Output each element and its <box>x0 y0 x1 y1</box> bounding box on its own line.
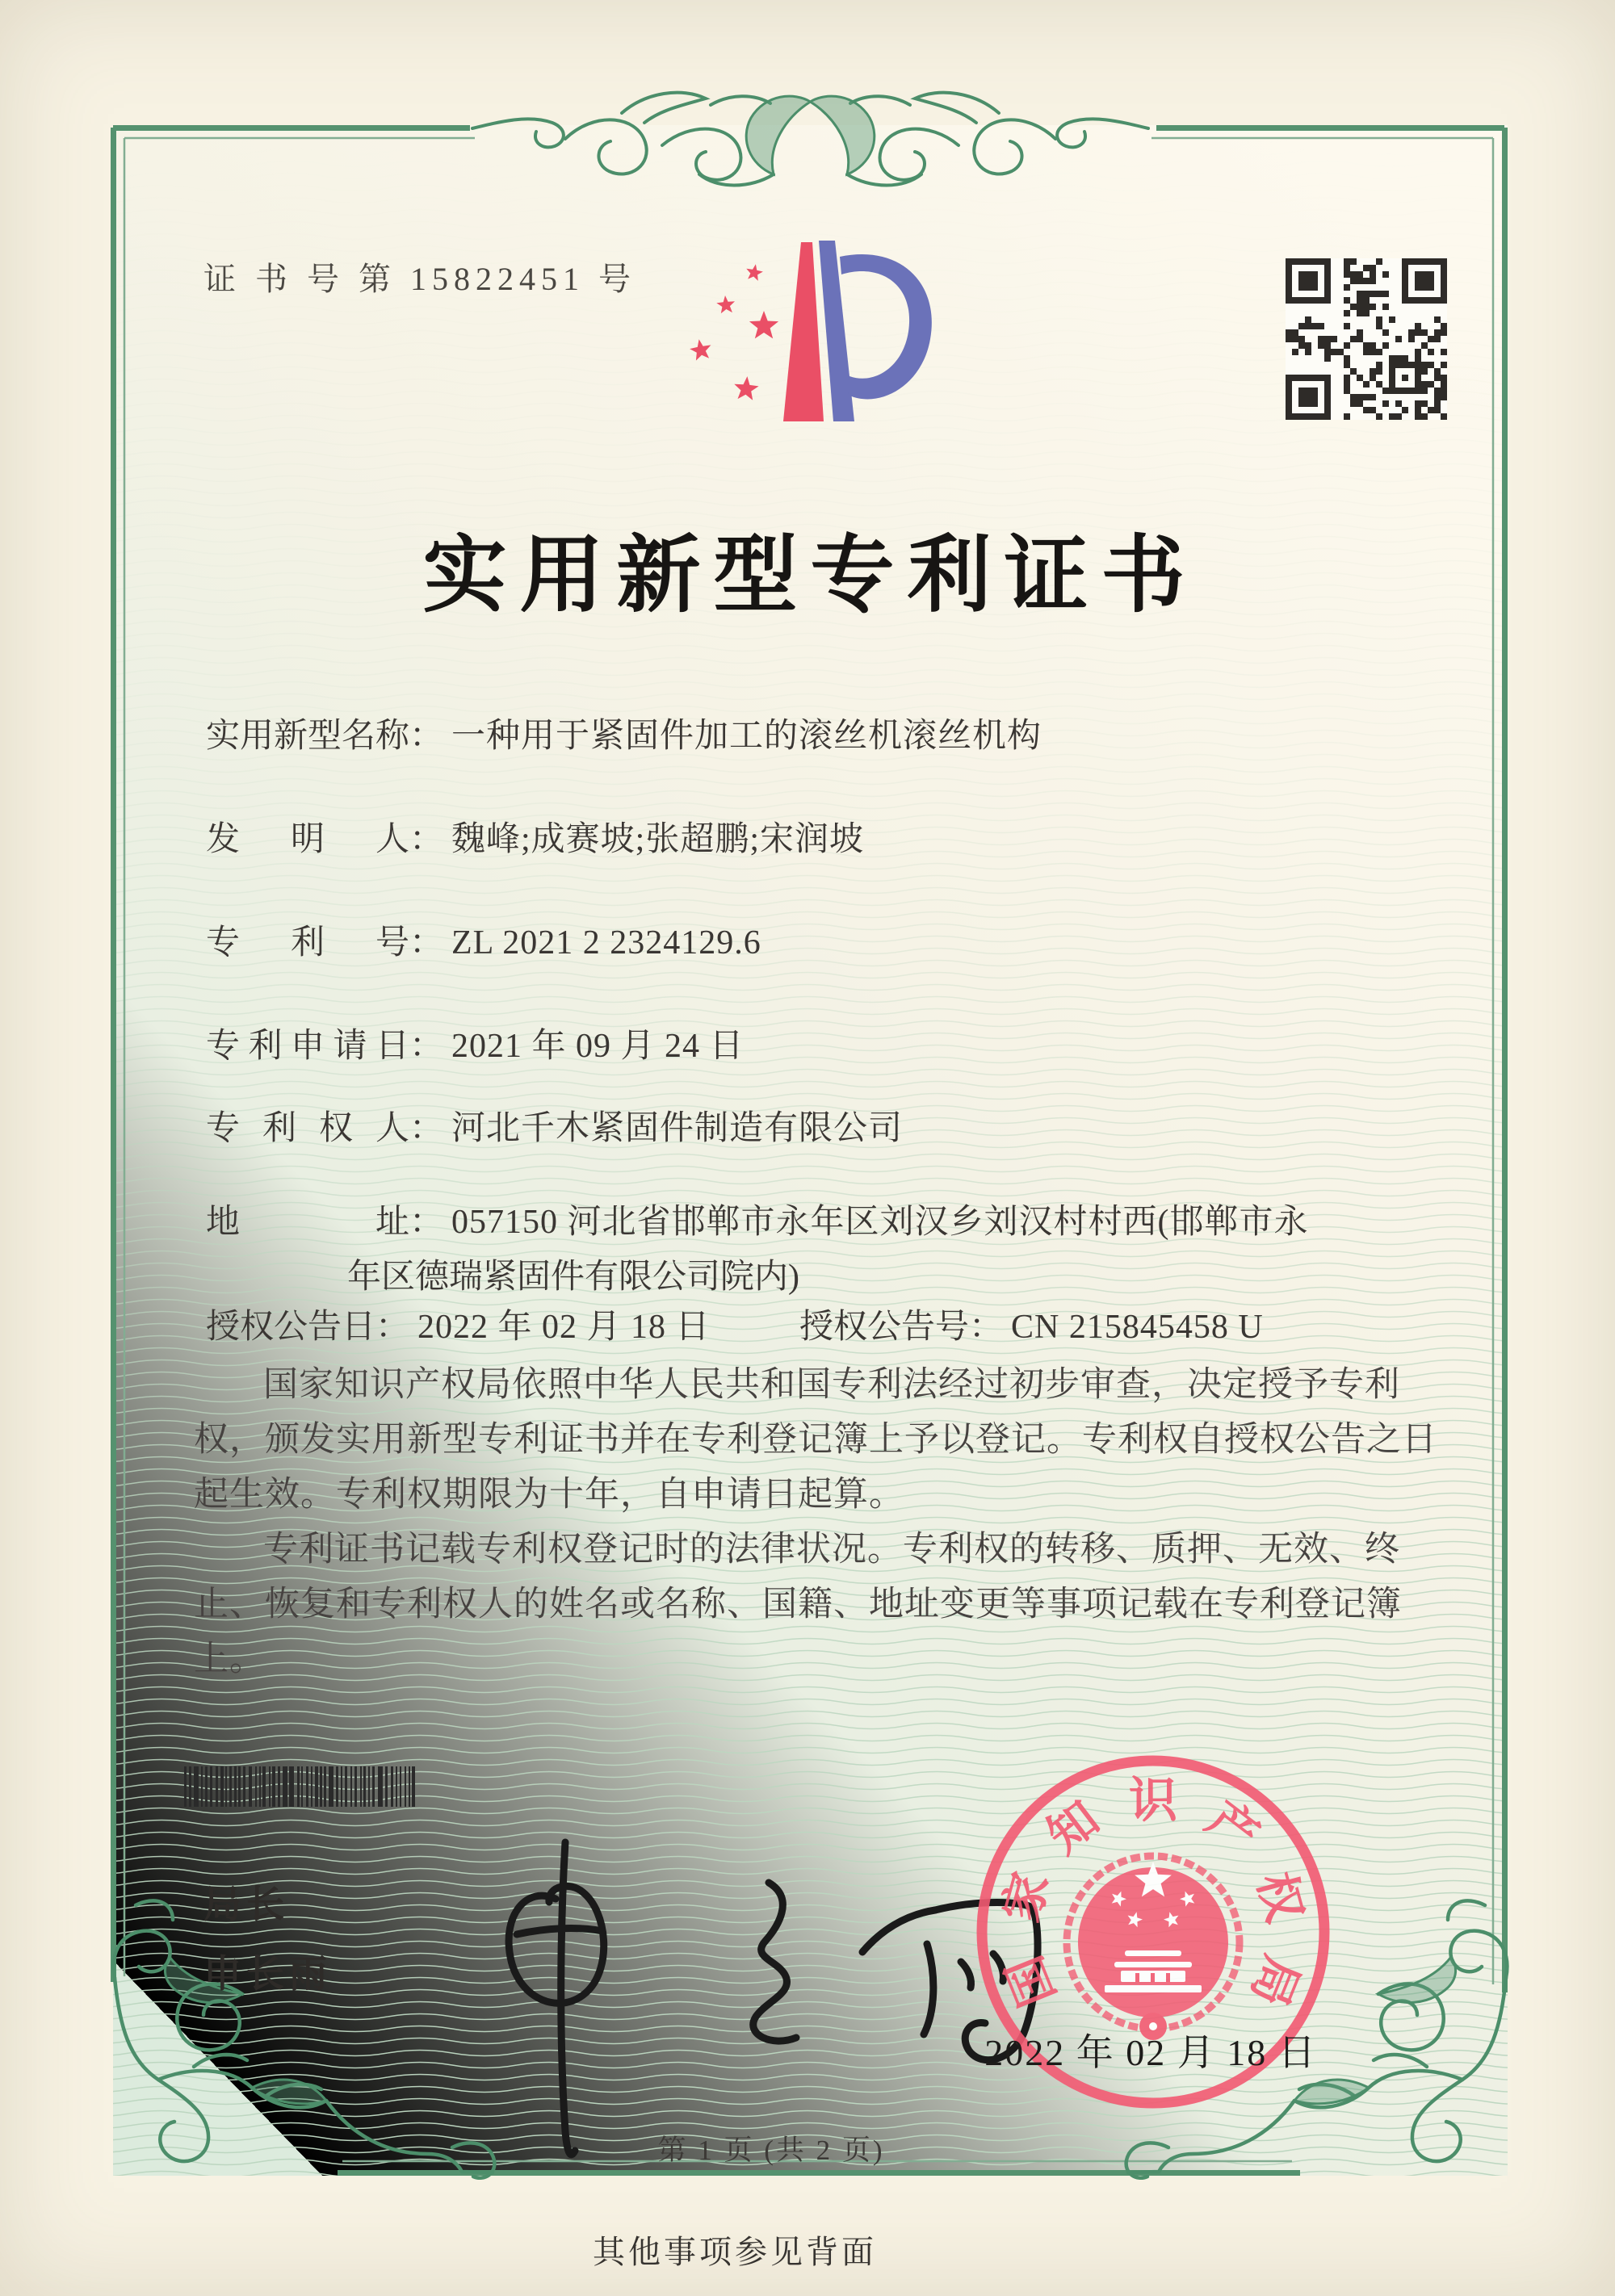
logo-blue-bowl <box>840 254 932 399</box>
logo-stars <box>690 264 778 400</box>
legal-text-block <box>194 1358 1470 1687</box>
field-value: 河北千木紧固件制造有限公司 <box>451 1110 904 1147</box>
barcode-icon <box>184 1766 422 1807</box>
svg-text:国: 国 <box>996 1948 1066 2014</box>
field-label: 实用新型名称 <box>206 718 410 755</box>
certificate-number: 证 书 号 第 15822451 号 <box>203 261 636 297</box>
field-row-patent-no <box>206 915 761 964</box>
page-number: 第 1 页 (共 2 页) <box>657 2135 885 2166</box>
svg-text:知: 知 <box>1037 1791 1110 1864</box>
seal-national-emblem <box>1067 1856 1240 2040</box>
svg-text:权: 权 <box>1247 1867 1313 1928</box>
field-row-filing-date <box>206 1019 745 1067</box>
field-row-grant <box>206 1300 1264 1348</box>
field-colon: ： <box>375 1309 410 1346</box>
field-value: ZL 2021 2 2324129.6 <box>451 924 761 962</box>
field-label: 发明人 <box>206 821 409 858</box>
field-address-line2: 年区德瑞紧固件有限公司院内) <box>347 1259 799 1296</box>
field-label: 地址 <box>206 1204 409 1241</box>
cnipa-patent-logo-icon <box>680 231 946 457</box>
field-value: 一种用于紧固件加工的滚丝机滚丝机构 <box>451 718 1042 755</box>
svg-text:局: 局 <box>1240 1948 1310 2014</box>
field-grant-no <box>799 1300 1264 1348</box>
field-row-patentee <box>206 1101 903 1150</box>
field-row-inventor <box>206 812 864 861</box>
field-colon: ： <box>969 1309 1004 1346</box>
page-title: 实用新型专利证书 <box>422 530 1198 622</box>
svg-text:产: 产 <box>1197 1791 1269 1864</box>
field-colon: ： <box>409 718 444 755</box>
field-row-name <box>206 709 1042 757</box>
field-value: 2021 年 09 月 24 日 <box>451 1028 745 1065</box>
svg-text:识: 识 <box>1129 1773 1177 1828</box>
legal-paragraph-2: 专利证书记载专利权登记时的法律状况。专利权的转移、质押、无效、终止、恢复和专利权人的姓名或名称、国籍、地址变更等事项记载在专利登记簿上。 <box>194 1531 1402 1678</box>
field-label: 授权公告日 <box>206 1309 376 1346</box>
field-colon: ： <box>409 1028 444 1065</box>
field-label: 授权公告号 <box>799 1309 970 1346</box>
field-label: 专利权人 <box>206 1110 409 1147</box>
legal-paragraph-1: 国家知识产权局依照中华人民共和国专利法经过初步审查，决定授予专利权，颁发实用新型专利证书并在专利登记簿上予以登记。专利权自授权公告之日起生效。专利权期限为十年，自申请日起算。 <box>194 1366 1437 1514</box>
field-colon: ： <box>409 1204 444 1241</box>
commissioner-name: 申长雨 <box>203 1952 332 1995</box>
logo-red-wedge <box>783 242 824 421</box>
field-colon: ： <box>409 924 444 962</box>
field-colon: ： <box>409 821 444 858</box>
field-label: 专利申请日 <box>206 1028 409 1065</box>
field-colon: ： <box>409 1110 444 1147</box>
commissioner-title: 局长 <box>203 1883 289 1925</box>
svg-text:家: 家 <box>993 1867 1059 1928</box>
seal-date: 2022 年 02 月 18 日 <box>984 2032 1317 2073</box>
field-value: 2022 年 02 月 18 日 <box>417 1309 711 1346</box>
back-note: 其他事项参见背面 <box>593 2234 877 2270</box>
field-value: 057150 河北省邯郸市永年区刘汉乡刘汉村村西(邯郸市永 <box>451 1204 1309 1241</box>
field-label: 专利号 <box>206 924 409 962</box>
field-value: CN 215845458 U <box>1011 1309 1264 1346</box>
field-row-address <box>206 1195 1309 1243</box>
field-value: 魏峰;成赛坡;张超鹏;宋润坡 <box>451 821 865 858</box>
qr-code-icon <box>1286 258 1447 420</box>
